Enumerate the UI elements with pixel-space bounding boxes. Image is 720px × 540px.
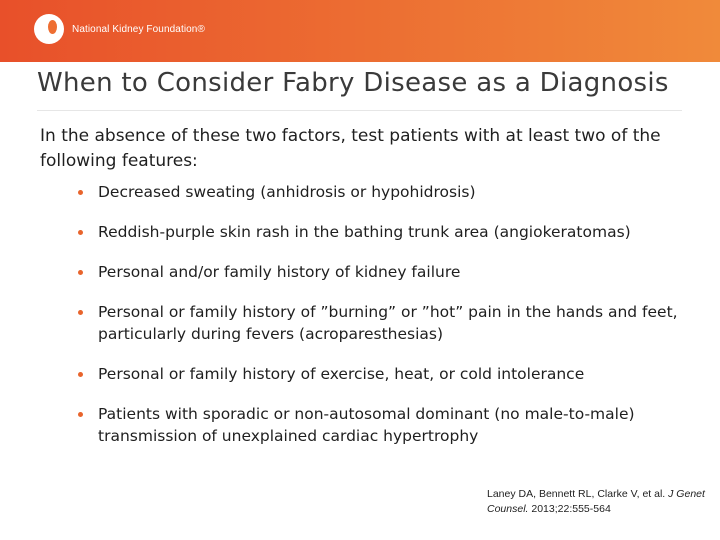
- list-item: [78, 301, 688, 345]
- list-item: [78, 261, 688, 283]
- bullet-icon: [78, 310, 83, 315]
- list-item-text: Personal or family history of ”burning” or ”hot” pain in the hands and feet, particularly during fevers (acroparesthesias): [98, 303, 678, 343]
- kidney-logo-icon: [34, 14, 64, 44]
- list-item-text: Personal and/or family history of kidney failure: [98, 263, 461, 281]
- list-item-text: Personal or family history of exercise, heat, or cold intolerance: [98, 365, 585, 383]
- citation-details: 2013;22:555-564: [531, 503, 611, 515]
- slide-title: When to Consider Fabry Disease as a Diagnosis: [37, 68, 669, 98]
- list-item: [78, 221, 688, 243]
- list-item: [78, 181, 688, 203]
- list-item: [78, 403, 688, 447]
- list-item-text: Reddish-purple skin rash in the bathing trunk area (angiokeratomas): [98, 223, 631, 241]
- list-item-text: Decreased sweating (anhidrosis or hypohidrosis): [98, 183, 476, 201]
- citation: [487, 487, 712, 517]
- organization-name: National Kidney Foundation®: [72, 23, 205, 35]
- list-item: [78, 363, 688, 385]
- bullet-icon: [78, 372, 83, 377]
- header-band: [0, 0, 720, 62]
- feature-list: [78, 181, 688, 465]
- bullet-icon: [78, 270, 83, 275]
- bullet-icon: [78, 412, 83, 417]
- title-divider: [37, 110, 682, 111]
- organization-logo: [34, 14, 205, 44]
- list-item-text: Patients with sporadic or non-autosomal dominant (no male-to-male) transmission of unexplained cardiac hypertrophy: [98, 405, 635, 445]
- bullet-icon: [78, 230, 83, 235]
- citation-authors: Laney DA, Bennett RL, Clarke V, et al.: [487, 488, 666, 500]
- citation-journal: J Genet Counsel.: [487, 488, 705, 515]
- intro-text: In the absence of these two factors, test patients with at least two of the following features:: [40, 126, 661, 171]
- bullet-icon: [78, 190, 83, 195]
